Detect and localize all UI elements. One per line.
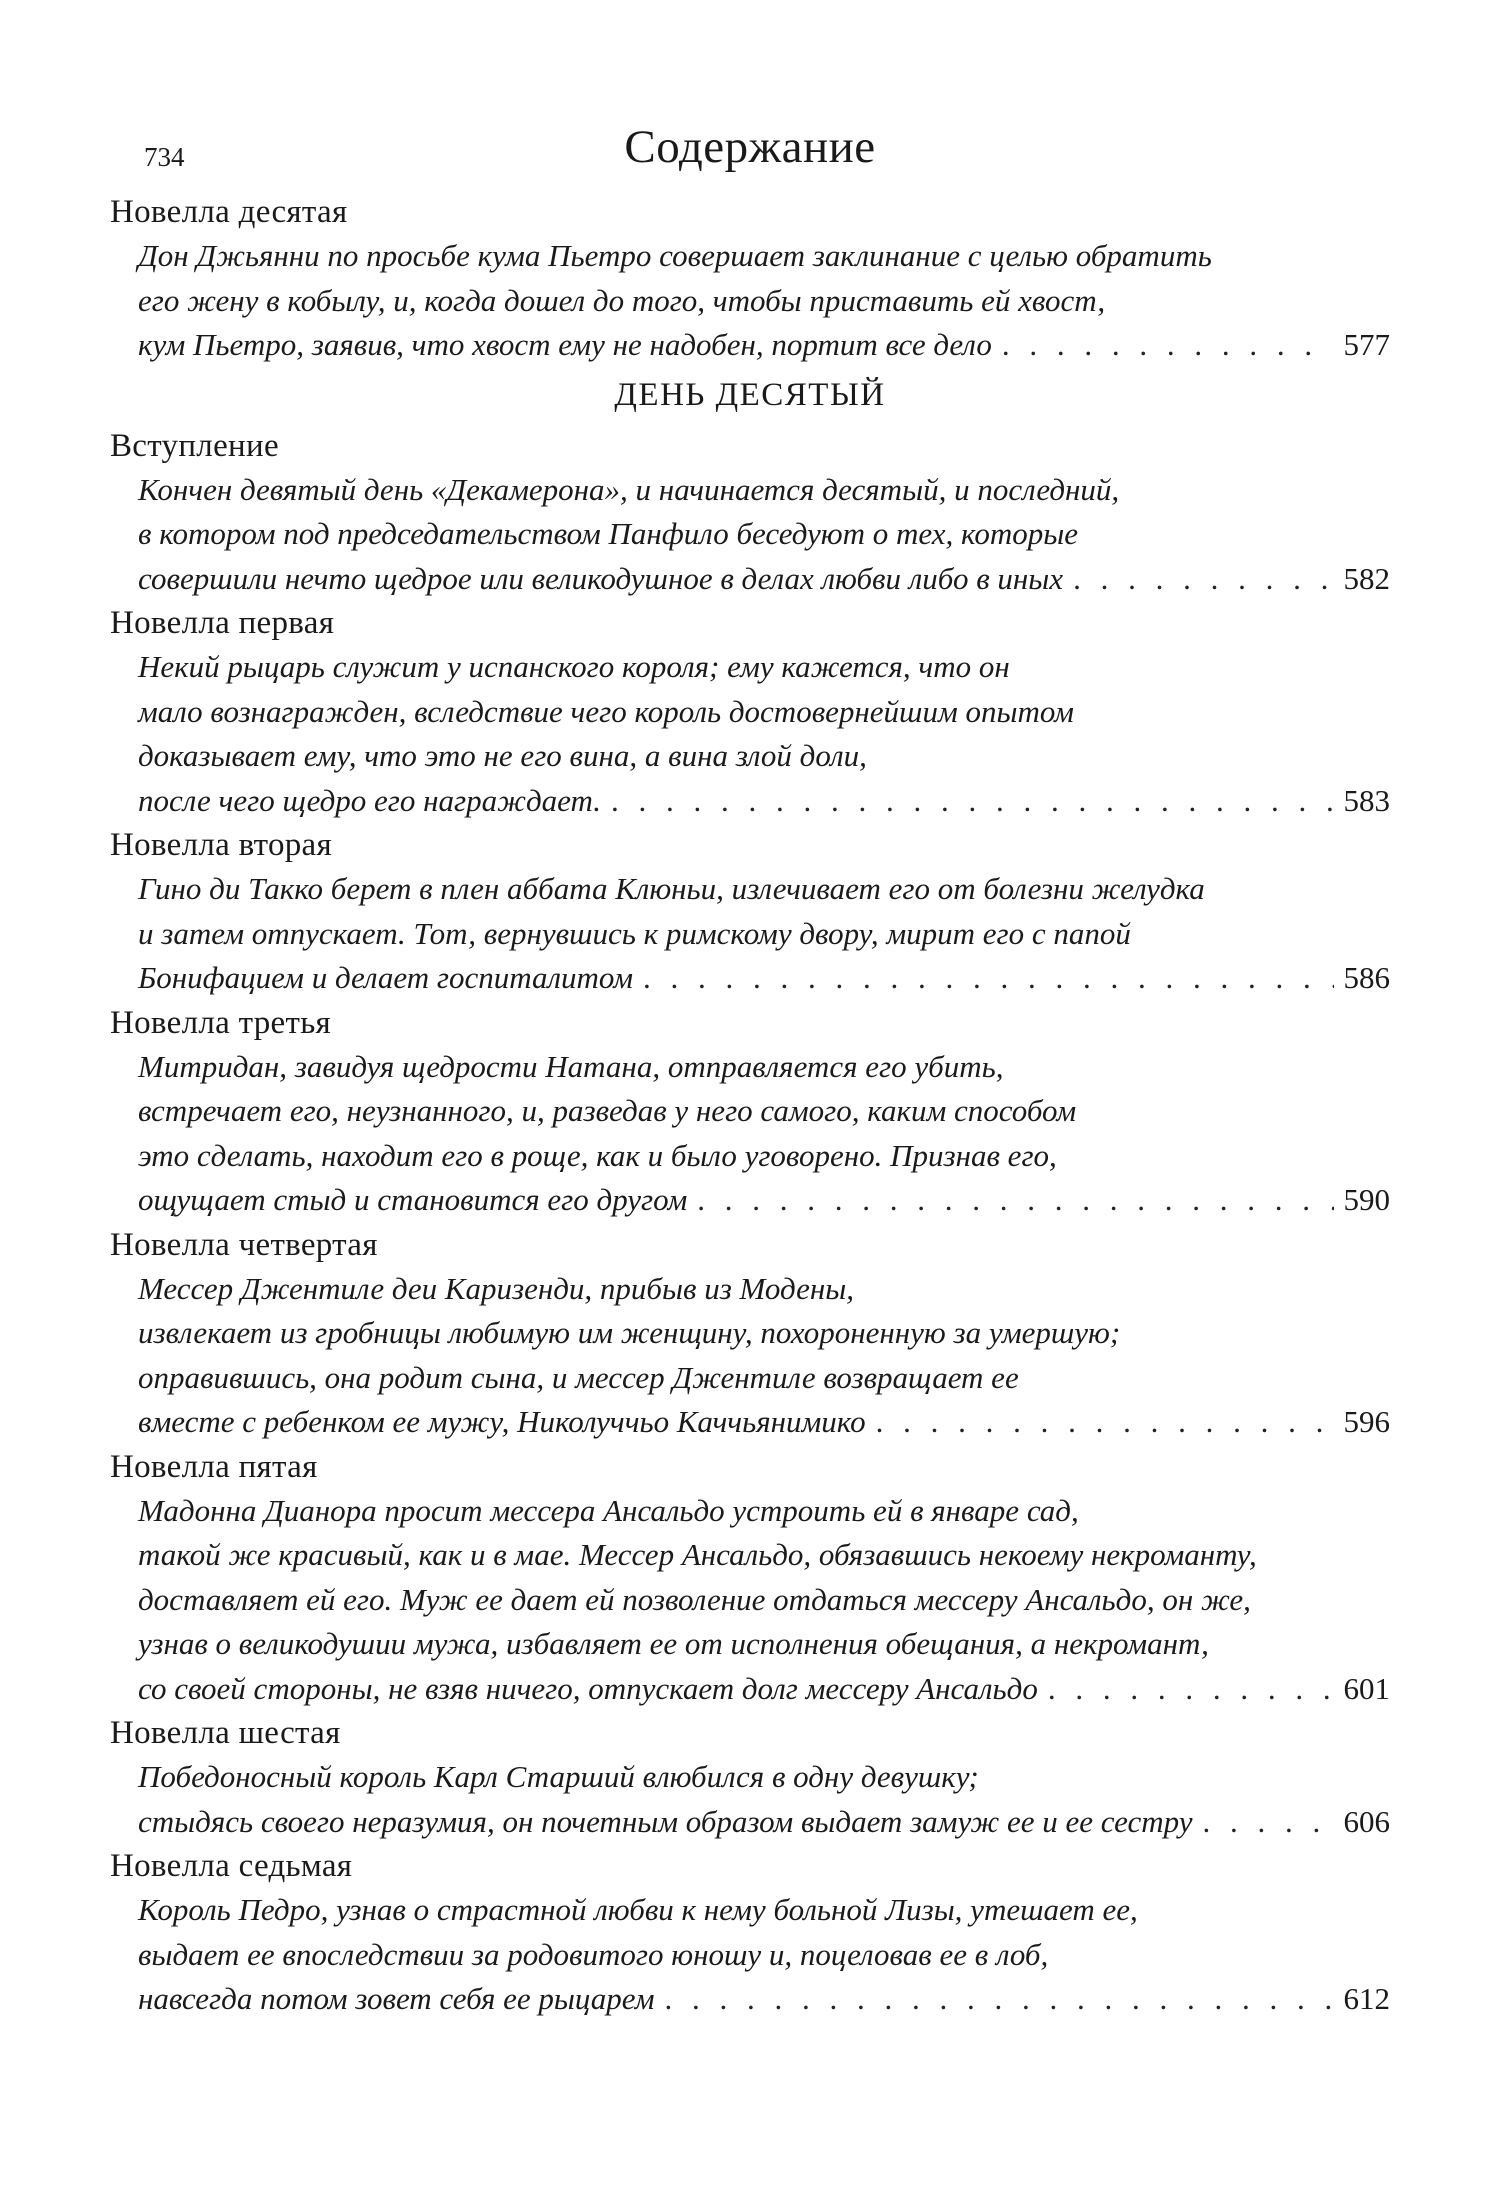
toc-entry-description bbox=[110, 468, 1390, 602]
description-line: после чего щедро его награждает. bbox=[138, 782, 602, 818]
toc-entry-title: Новелла пятая bbox=[110, 1448, 318, 1485]
dot-leader bbox=[876, 1400, 1334, 1445]
toc-entry bbox=[110, 1001, 1390, 1223]
page-title: Содержание bbox=[624, 121, 876, 173]
toc-entry-description bbox=[110, 867, 1390, 1001]
description-last-line bbox=[138, 1800, 1390, 1845]
description-line: выдает ее впоследствии за родовитого юношу и, поцеловав ее в лоб, bbox=[138, 1936, 1049, 1972]
dot-leader bbox=[1203, 1800, 1334, 1845]
dot-leader bbox=[1048, 1667, 1334, 1712]
toc-entry-description bbox=[110, 645, 1390, 823]
description-line: и затем отпускает. Тот, вернувшись к римскому двору, мирит его с папой bbox=[138, 915, 1131, 951]
description-line: вместе с ребенком ее мужу, Николуччьо Каччьянимико bbox=[138, 1404, 866, 1439]
toc-entry-description bbox=[110, 234, 1390, 368]
toc-entry-title: Новелла седьмая bbox=[110, 1848, 353, 1884]
page-reference: 606 bbox=[1343, 1803, 1390, 1839]
description-line: узнав о великодушии мужа, избавляет ее от исполнения обещания, а некромант, bbox=[138, 1626, 1209, 1661]
description-line: навсегда потом зовет себя ее рыцарем bbox=[138, 1981, 655, 2016]
page-header bbox=[110, 120, 1390, 190]
toc-entry-title: Новелла четвертая bbox=[110, 1226, 378, 1263]
page-reference: 612 bbox=[1343, 1981, 1390, 2016]
description-last-line bbox=[138, 1667, 1390, 1712]
description-line: Дон Джьянни по просьбе кума Пьетро совершает заклинание с целью обратить bbox=[138, 238, 1212, 273]
toc-entry-title: Вступление bbox=[110, 427, 279, 464]
description-last-line bbox=[138, 779, 1390, 824]
description-line: Митридан, завидуя щедрости Натана, отправляется его убить, bbox=[138, 1048, 1004, 1084]
description-line: Бонифацием и делает госпиталитом bbox=[138, 960, 634, 995]
toc-entry-title: Новелла десятая bbox=[110, 194, 348, 230]
description-line: стыдясь своего неразумия, он почетным образом выдает замуж ее и ее сестру bbox=[138, 1803, 1193, 1839]
toc-entry bbox=[110, 190, 1390, 368]
toc-entry-title: Новелла шестая bbox=[110, 1715, 341, 1751]
toc-entry bbox=[110, 1711, 1390, 1844]
toc-entry-description bbox=[110, 1755, 1390, 1844]
description-line: Некий рыцарь служит у испанского короля; ему кажется, что он bbox=[138, 649, 1010, 684]
description-line: Мессер Джентиле деи Каризенди, прибыв из Модены, bbox=[138, 1270, 854, 1306]
page-reference: 582 bbox=[1343, 560, 1390, 596]
description-line: Гино ди Такко берет в плен аббата Клюньи, излечивает его от болезни желудка bbox=[138, 871, 1205, 906]
page-number: 734 bbox=[144, 142, 185, 172]
description-line: доказывает ему, что это не его вина, а вина злой доли, bbox=[138, 738, 867, 773]
description-line: в котором под председательством Панфило беседуют о тех, которые bbox=[138, 516, 1078, 551]
description-line: ощущает стыд и становится его другом bbox=[138, 1182, 688, 1217]
description-line: его жену в кобылу, и, когда дошел до того, чтобы приставить ей хвост, bbox=[138, 282, 1106, 318]
description-line: Король Педро, узнав о страстной любви к нему больной Лизы, утешает ее, bbox=[138, 1892, 1138, 1927]
toc-entry-title: Новелла первая bbox=[110, 605, 335, 641]
toc-entry-description bbox=[110, 1489, 1390, 1712]
toc-entry-title: Новелла третья bbox=[110, 1004, 332, 1041]
description-line: кум Пьетро, заявив, что хвост ему не надобен, портит все дело bbox=[138, 327, 992, 362]
description-last-line bbox=[138, 323, 1390, 368]
toc-entry bbox=[110, 601, 1390, 823]
toc-entry-description bbox=[110, 1267, 1390, 1445]
description-last-line bbox=[138, 956, 1390, 1001]
dot-leader bbox=[611, 779, 1333, 824]
page-reference: 586 bbox=[1343, 960, 1390, 995]
toc-entry bbox=[110, 823, 1390, 1001]
toc-entry bbox=[110, 1223, 1390, 1445]
description-last-line bbox=[138, 1400, 1390, 1445]
page-reference: 583 bbox=[1343, 782, 1390, 818]
description-last-line bbox=[138, 557, 1390, 602]
description-line: совершили нечто щедрое или великодушное в делах любви либо в иных bbox=[138, 560, 1064, 596]
description-line: Кончен девятый день «Декамерона», и начинается десятый, и последний, bbox=[138, 471, 1120, 507]
description-line: такой же красивый, как и в мае. Мессер Ансальдо, обязавшись некоему некроманту, bbox=[138, 1537, 1257, 1572]
description-line: это сделать, находит его в роще, как и было уговорено. Признав его, bbox=[138, 1137, 1057, 1173]
page-reference: 601 bbox=[1343, 1670, 1390, 1706]
description-line: мало вознагражден, вследствие чего король достовернейшим опытом bbox=[138, 693, 1074, 729]
book-page bbox=[110, 120, 1390, 2022]
toc-entry-description bbox=[110, 1045, 1390, 1223]
description-line: Победоносный король Карл Старший влюбился в одну девушку; bbox=[138, 1759, 979, 1794]
toc-entry bbox=[110, 1844, 1390, 2022]
description-line: извлекает из гробницы любимую им женщину, похороненную за умершую; bbox=[138, 1315, 1121, 1350]
page-reference: 577 bbox=[1343, 327, 1390, 362]
page-reference: 590 bbox=[1343, 1182, 1390, 1217]
table-of-contents bbox=[110, 190, 1390, 2022]
toc-entry-title: Новелла вторая bbox=[110, 827, 332, 863]
dot-leader bbox=[665, 1977, 1334, 2022]
toc-entry-description bbox=[110, 1888, 1390, 2022]
dot-leader bbox=[1002, 323, 1334, 368]
description-line: Мадонна Дианора просит мессера Ансальдо устроить ей в январе сад, bbox=[138, 1492, 1079, 1528]
description-line: встречает его, неузнанного, и, разведав у него самого, каким способом bbox=[138, 1093, 1077, 1128]
description-last-line bbox=[138, 1178, 1390, 1223]
dot-leader bbox=[697, 1178, 1333, 1223]
toc-entry bbox=[110, 424, 1390, 602]
description-line: оправившись, она родит сына, и мессер Джентиле возвращает ее bbox=[138, 1359, 1019, 1395]
dot-leader bbox=[1073, 557, 1333, 602]
section-heading: ДЕНЬ ДЕСЯТЫЙ bbox=[614, 376, 886, 413]
dot-leader bbox=[643, 956, 1333, 1001]
page-reference: 596 bbox=[1343, 1404, 1390, 1439]
toc-entry bbox=[110, 1445, 1390, 1712]
description-line: со своей стороны, не взяв ничего, отпускает долг мессеру Ансальдо bbox=[138, 1670, 1038, 1706]
description-last-line bbox=[138, 1977, 1390, 2022]
description-line: доставляет ей его. Муж ее дает ей позволение отдаться мессеру Ансальдо, он же, bbox=[138, 1581, 1251, 1617]
